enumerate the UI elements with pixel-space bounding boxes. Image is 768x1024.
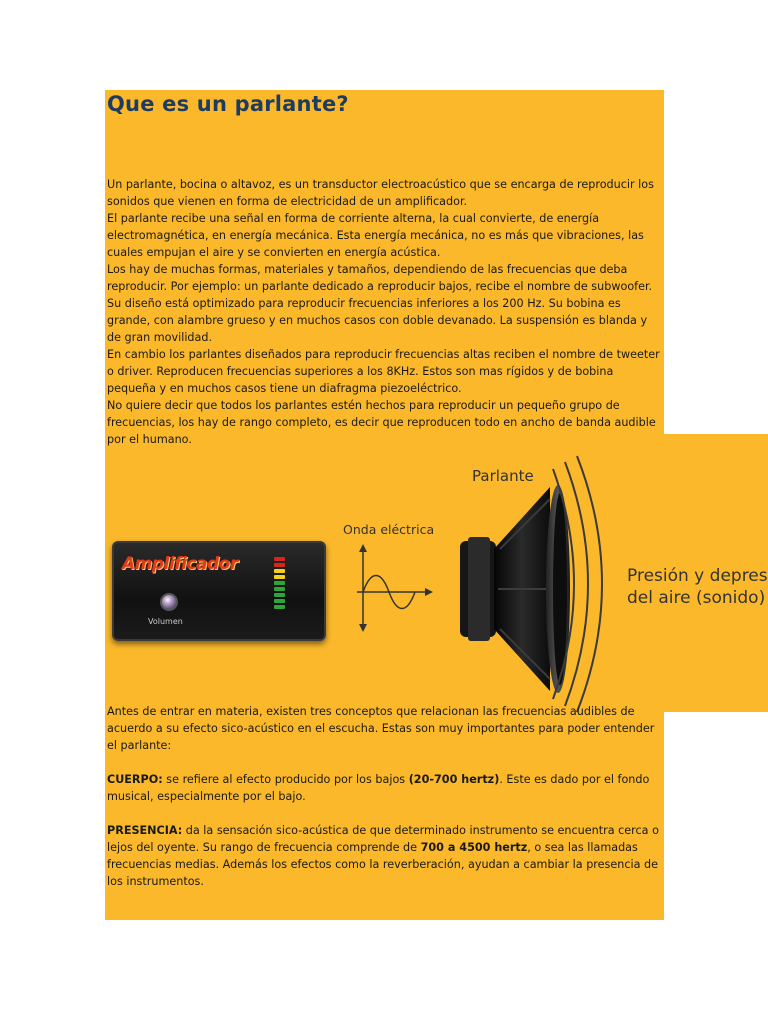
sine-wave-icon <box>343 544 433 634</box>
concept-presencia <box>107 822 663 890</box>
intro-paragraph: En cambio los parlantes diseñados para reproducir frecuencias altas reciben el nombre de tweeter o driver. Reproducen frecuencias superiores a los 8KHz. Estos son mas rígidos y de bobina pequeña y en muchos casos tiene un diafragma piezoeléctrico. <box>107 348 660 395</box>
led-green <box>274 581 285 585</box>
pressure-label <box>627 565 768 609</box>
intro-paragraph: Los hay de muchas formas, materiales y tamaños, dependiendo de las frecuencias que deba reproducir. Por ejemplo: un parlante dedicado a reproducir bajos, recibe el nombre de subwoofer. Su diseño está optimizado para reproducir frecuencias inferiores a los 200 Hz. Su bobina es grande, con alambre grueso y en muchos casos con doble devanado. La suspensión es blanda y de gran movilidad. <box>107 263 653 344</box>
concept-text: da la sensación sico-acústica de que determinado instrumento se encuentra cerca o lejos del oyente. Su rango de frecuencia comprende de <box>107 824 659 854</box>
concepts-intro: Antes de entrar en materia, existen tres conceptos que relacionan las frecuencias audibles de acuerdo a su efecto sico-acústico en el escucha. Estas son muy importantes para poder entender el parlante: <box>107 705 655 752</box>
pressure-label-line: del aire (sonido) <box>627 588 766 608</box>
concept-text: . Este es dado por el fondo musical, especialmente por el bajo. <box>107 773 650 803</box>
sound-waves-icon <box>545 454 635 714</box>
pressure-label-line: Presión y depres <box>627 566 768 586</box>
amplifier-logo: Amplificador <box>122 554 238 574</box>
speaker-diagram <box>105 434 768 712</box>
volume-label: Volumen <box>148 617 183 626</box>
led-green <box>274 599 285 603</box>
concept-text: , o sea las llamadas frecuencias medias. Además los efectos como la reverberación, ayudan a cambiar la presencia de los instrumentos. <box>107 841 658 888</box>
led-yellow <box>274 575 285 579</box>
intro-paragraph: El parlante recibe una señal en forma de corriente alterna, la cual convierte, de energía electromagnética, en energía mecánica. Esta energía mecánica, no es más que vibraciones, las cuales empujan el aire y se convierten en energía acústica. <box>107 212 644 259</box>
led-red <box>274 557 285 561</box>
concept-text: se refiere al efecto producido por los bajos <box>162 773 409 786</box>
wave-label: Onda eléctrica <box>343 522 435 537</box>
speaker-label: Parlante <box>472 467 534 485</box>
led-green <box>274 593 285 597</box>
led-yellow <box>274 569 285 573</box>
led-red <box>274 563 285 567</box>
led-green <box>274 605 285 609</box>
concepts-text <box>107 703 663 890</box>
concept-range: 700 a 4500 hertz <box>420 841 528 854</box>
led-green <box>274 587 285 591</box>
volume-knob-icon <box>160 593 178 611</box>
concept-cuerpo <box>107 771 663 805</box>
concept-term: PRESENCIA: <box>107 824 183 837</box>
intro-paragraph: No quiere decir que todos los parlantes estén hechos para reproducir un pequeño grupo de frecuencias, los hay de rango completo, es decir que reproducen todo en ancho de banda audible por el humano. <box>107 399 656 446</box>
concept-term: CUERPO: <box>107 773 163 786</box>
intro-paragraph: Un parlante, bocina o altavoz, es un transductor electroacústico que se encarga de reproducir los sonidos que vienen en forma de electricidad de un amplificador. <box>107 178 654 208</box>
amplifier-image <box>112 541 326 641</box>
intro-text <box>107 176 663 448</box>
page-title: Que es un parlante? <box>107 92 349 116</box>
concept-range: (20-700 hertz) <box>408 773 500 786</box>
level-meter <box>274 557 286 611</box>
